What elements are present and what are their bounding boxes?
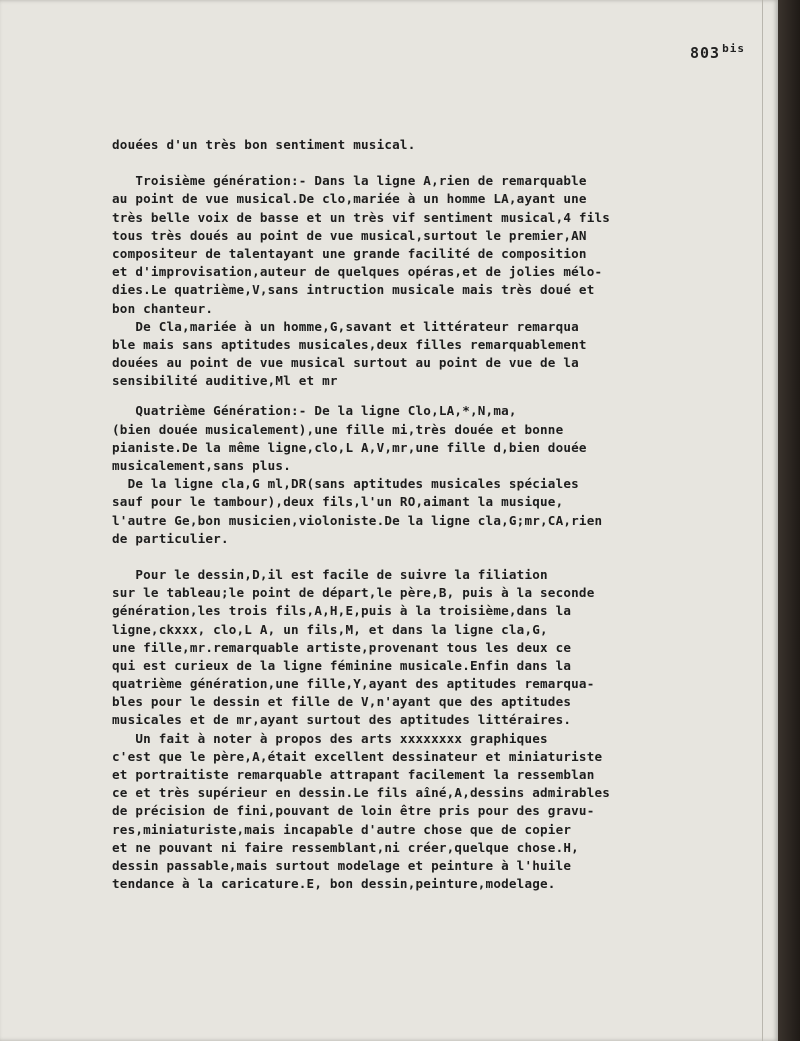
text-line: quatrième génération,une fille,Y,ayant des aptitudes remarqua-	[112, 676, 595, 692]
text-line: douées au point de vue musical surtout au point de vue de la	[112, 355, 579, 371]
text-line: l'autre Ge,bon musicien,violoniste.De la ligne cla,G;mr,CA,rien	[112, 512, 603, 528]
text-line: sur le tableau;le point de départ,le père,B, puis à la seconde	[112, 585, 595, 601]
text-line: De la ligne cla,G ml,DR(sans aptitudes musicales spéciales	[112, 476, 579, 492]
text-line: ce et très supérieur en dessin.Le fils aîné,A,dessins admirables	[112, 785, 611, 801]
text-line: et ne pouvant ni faire ressemblant,ni créer,quelque chose.H,	[112, 839, 579, 855]
page-number-value: 803	[690, 44, 721, 62]
text-line: sensibilité auditive,Ml et mr	[112, 373, 338, 389]
text-line: génération,les trois fils,A,H,E,puis à la troisième,dans la	[112, 603, 572, 619]
text-line: dessin passable,mais surtout modelage et peinture à l'huile	[112, 857, 572, 873]
text-line: Quatrième Génération:- De la ligne Clo,LA,*,N,ma,	[112, 403, 517, 419]
text-line: (bien douée musicalement),une fille mi,très douée et bonne	[112, 421, 564, 437]
text-line: sauf pour le tambour),deux fils,l'un RO,aimant la musique,	[112, 494, 564, 510]
text-line: c'est que le père,A,était excellent dessinateur et miniaturiste	[112, 748, 603, 764]
page-number	[690, 42, 745, 62]
text-line: de précision de fini,pouvant de loin être pris pour des gravu-	[112, 803, 595, 819]
page-number-suffix: bis	[722, 42, 745, 55]
text-line: pianiste.De la même ligne,clo,L A,V,mr,une fille d,bien douée	[112, 439, 587, 455]
text-line: au point de vue musical.De clo,mariée à un homme LA,ayant une	[112, 191, 587, 207]
text-line: res,miniaturiste,mais incapable d'autre chose que de copier	[112, 821, 572, 837]
text-line: qui est curieux de la ligne féminine musicale.Enfin dans la	[112, 657, 572, 673]
text-line: ble mais sans aptitudes musicales,deux filles remarquablement	[112, 336, 587, 352]
page-fold-line	[762, 0, 763, 1041]
text-line: musicalement,sans plus.	[112, 458, 291, 473]
text-line: Troisième génération:- Dans la ligne A,rien de remarquable	[112, 173, 587, 189]
text-line: douées d'un très bon sentiment musical.	[112, 137, 416, 152]
text-line: musicales et de mr,ayant surtout des aptitudes littéraires.	[112, 712, 572, 728]
text-line: Pour le dessin,D,il est facile de suivre la filiation	[112, 566, 548, 582]
text-line: Un fait à noter à propos des arts xxxxxxxx graphiques	[112, 730, 548, 746]
document-body	[112, 136, 757, 893]
text-line: bon chanteur.	[112, 300, 214, 316]
text-line: très belle voix de basse et un très vif sentiment musical,4 fils	[112, 209, 611, 225]
text-line: une fille,mr.remarquable artiste,provenant tous les deux ce	[112, 639, 572, 655]
text-line: De Cla,mariée à un homme,G,savant et littérateur remarqua	[112, 318, 579, 334]
text-line: et d'improvisation,auteur de quelques opéras,et de jolies mélo-	[112, 264, 603, 280]
text-line: compositeur de talentayant une grande facilité de composition	[112, 245, 587, 261]
text-line: ligne,ckxxx, clo,L A, un fils,M, et dans la ligne cla,G,	[112, 621, 548, 637]
text-line: de particulier.	[112, 530, 229, 546]
text-line: et portraitiste remarquable attrapant facilement la ressemblan	[112, 767, 595, 782]
text-line: dies.Le quatrième,V,sans intruction musicale mais très doué et	[112, 282, 595, 298]
text-line: bles pour le dessin et fille de V,n'ayant que des aptitudes	[112, 694, 572, 710]
scan-background-edge	[778, 0, 800, 1041]
text-line: tous très doués au point de vue musical,surtout le premier,AN	[112, 227, 587, 243]
text-line: tendance à la caricature.E, bon dessin,peinture,modelage.	[112, 876, 556, 892]
